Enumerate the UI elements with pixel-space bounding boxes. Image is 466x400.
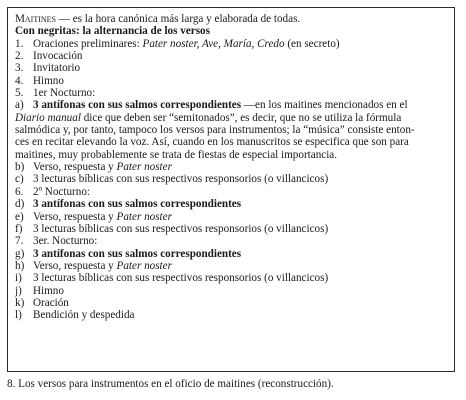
- list-item: [15, 297, 448, 309]
- list-item-label: 1.: [15, 37, 24, 50]
- text-segment: Oraciones preliminares:: [33, 37, 143, 50]
- text-segment: 3 antífonas con sus salmos correspondientes: [33, 198, 242, 211]
- list-item: [15, 285, 448, 297]
- text-segment: Himno: [33, 74, 64, 87]
- text-segment: Pater noster: [116, 259, 172, 272]
- list-item-label: 4.: [15, 74, 24, 87]
- paragraph-line: [15, 124, 448, 136]
- list-item-label: i): [15, 272, 22, 285]
- paragraph-line: [15, 149, 448, 161]
- list-item: [15, 62, 448, 74]
- list-item: [15, 75, 448, 87]
- text-segment: 2º Nocturno:: [33, 185, 90, 198]
- text-segment: Verso, respuesta y: [33, 161, 117, 174]
- text-segment: 3 antífonas con sus salmos correspondientes: [33, 247, 242, 260]
- list-item-label: k): [15, 296, 25, 309]
- list-item: [15, 260, 448, 272]
- paragraph-line: [15, 136, 448, 148]
- text-segment: 3 lecturas bíblicas con sus respectivos responsorios (o villancicos): [33, 173, 329, 186]
- text-segment: Diario manual: [15, 111, 81, 124]
- figure-box: [7, 7, 455, 372]
- list-item: [15, 186, 448, 198]
- text-segment: Himno: [33, 284, 64, 297]
- list-item: [15, 235, 448, 247]
- item-list-rest: [15, 161, 448, 321]
- list-item: [15, 223, 448, 235]
- text-segment: Pater noster: [116, 210, 172, 223]
- text-segment: 3er. Nocturno:: [33, 235, 98, 248]
- text-segment: ces en recitar elevando la voz. Así, cuando en los manuscritos se especifica que son para: [15, 136, 409, 149]
- heading: [15, 13, 448, 25]
- subheading: Con negritas: la alternancia de los versos: [15, 25, 210, 38]
- list-item: [15, 87, 448, 99]
- text-segment: Pater noster: [116, 161, 172, 174]
- list-item-label: 3.: [15, 62, 24, 75]
- text-segment: Oración: [33, 296, 69, 309]
- text-segment: dice que deben ser “semitonados”, es decir, que no se utiliza la fórmula: [80, 111, 402, 124]
- list-item: [15, 248, 448, 260]
- text-segment: (en secreto): [284, 37, 340, 50]
- list-item: [15, 211, 448, 223]
- list-item-label: j): [15, 284, 22, 297]
- text-segment: 3 antífonas con sus salmos correspondientes: [33, 99, 242, 112]
- list-item-label: 6.: [15, 185, 24, 198]
- list-item-label: g): [15, 247, 25, 260]
- list-item-label: l): [15, 309, 22, 322]
- text-segment: 3 lecturas bíblicas con sus respectivos responsorios (o villancicos): [33, 222, 329, 235]
- figure-caption: 8. Los versos para instrumentos en el oficio de maitines (reconstrucción).: [7, 378, 334, 390]
- list-item: [15, 309, 448, 321]
- text-segment: —en los maitines mencionados en el: [241, 99, 408, 112]
- text-segment: Invocación: [33, 50, 83, 63]
- list-item-label: h): [15, 259, 25, 272]
- list-item-label: e): [15, 210, 24, 223]
- text-segment: Pater noster, Ave, María, Credo: [142, 37, 285, 50]
- text-segment: Verso, respuesta y: [33, 259, 117, 272]
- list-item: [15, 38, 448, 50]
- item-list-top: [15, 38, 448, 100]
- list-item-label: c): [15, 173, 24, 186]
- list-item-label: 5.: [15, 87, 24, 100]
- text-segment: Verso, respuesta y: [33, 210, 117, 223]
- list-item-label: 2.: [15, 50, 24, 63]
- list-item-label: b): [15, 161, 25, 174]
- list-item: [15, 173, 448, 185]
- paragraph-line: [15, 99, 448, 111]
- list-item-label: 7.: [15, 235, 24, 248]
- item-a: [15, 99, 448, 161]
- text-segment: 1er Nocturno:: [33, 87, 96, 100]
- list-item-label: a): [15, 99, 24, 112]
- text-segment: 3 lecturas bíblicas con sus respectivos responsorios (o villancicos): [33, 272, 329, 285]
- list-item-label: f): [15, 222, 23, 235]
- list-item: [15, 50, 448, 62]
- paragraph-line: [15, 112, 448, 124]
- list-item: [15, 161, 448, 173]
- heading-term: Maitines: [15, 13, 57, 25]
- text-segment: Invitatorio: [33, 62, 81, 75]
- text-segment: salmódica y, por tanto, tampoco los versos para instrumentos; la “música” consiste enton-: [15, 124, 415, 137]
- list-item: [15, 198, 448, 210]
- heading-definition: — es la hora canónica más larga y elaborada de todas.: [56, 13, 301, 25]
- list-item-label: d): [15, 198, 25, 211]
- text-segment: Bendición y despedida: [33, 309, 135, 322]
- text-segment: maitines, muy probablemente se trata de fiestas de especial importancia.: [15, 148, 338, 161]
- list-item: [15, 272, 448, 284]
